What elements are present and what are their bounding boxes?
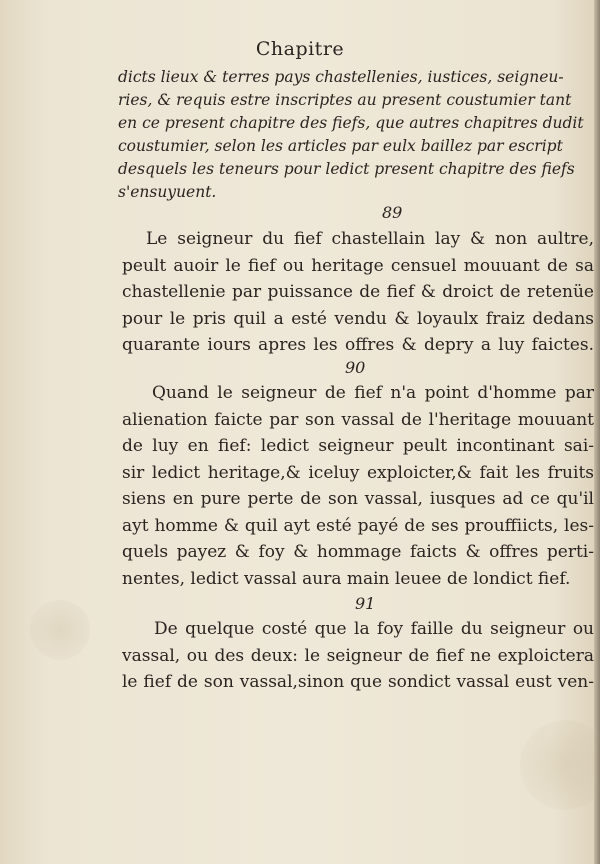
article-number: 90 (345, 358, 366, 377)
paper-stain (520, 720, 600, 810)
text-line: dicts lieux & terres pays chastellenies, iustices, seigneu- (118, 68, 564, 86)
text-line: De quelque costé que la foy faille du seigneur ou (154, 619, 594, 639)
text-line: en ce present chapitre des fiefs, que autres chapitres dudit (118, 114, 584, 132)
intro-italic-text (118, 66, 596, 204)
text-line: coustumier, selon les articles par eulx baillez par escript (118, 137, 563, 155)
text-line: quels payez & foy & hommage faicts & offres perti- (122, 542, 594, 562)
text-line: chastellenie par puissance de fief & droict de retenüe (122, 282, 594, 302)
text-line: ries, & requis estre inscriptes au present coustumier tant (118, 91, 572, 109)
text-line: pour le pris quil a esté vendu & loyaulx fraiz dedans (122, 308, 594, 329)
text-line: s'ensuyuent. (118, 183, 217, 201)
text-line: quarante iours apres les offres & depry a luy faictes. (122, 335, 594, 355)
text-line: Quand le seigneur de fief n'a point d'homme par (152, 383, 594, 403)
article-paragraph (122, 616, 594, 696)
text-line: peult auoir le fief ou heritage censuel mouuant de sa (122, 255, 594, 276)
text-line: le fief de son vassal,sinon que sondict vassal eust ven- (122, 672, 594, 692)
article-number: 91 (355, 594, 376, 613)
text-line: siens en pure perte de son vassal, iusques ad ce qu'il (122, 489, 594, 509)
article-paragraph (122, 226, 594, 359)
text-line: desquels les teneurs pour ledict present chapitre des fiefs (118, 160, 575, 178)
text-line: alienation faicte par son vassal de l'heritage mouuant (122, 409, 594, 430)
text-line: ayt homme & quil ayt esté payé de ses prouffiicts, les- (122, 515, 594, 536)
text-line: de luy en fief: ledict seigneur peult incontinant sai- (122, 436, 594, 456)
text-line: Le seigneur du fief chastellain lay & non aultre, (146, 229, 594, 249)
text-line: sir ledict heritage,& iceluy exploicter,& fait les fruits (122, 462, 594, 483)
text-line: vassal, ou des deux: le seigneur de fief ne exploictera (122, 645, 594, 666)
running-head: Chapitre (255, 38, 345, 60)
paper-stain (30, 600, 90, 660)
text-line: nentes, ledict vassal aura main leuee de londict fief. (122, 568, 571, 589)
article-paragraph (122, 380, 594, 592)
article-number: 89 (382, 203, 403, 222)
